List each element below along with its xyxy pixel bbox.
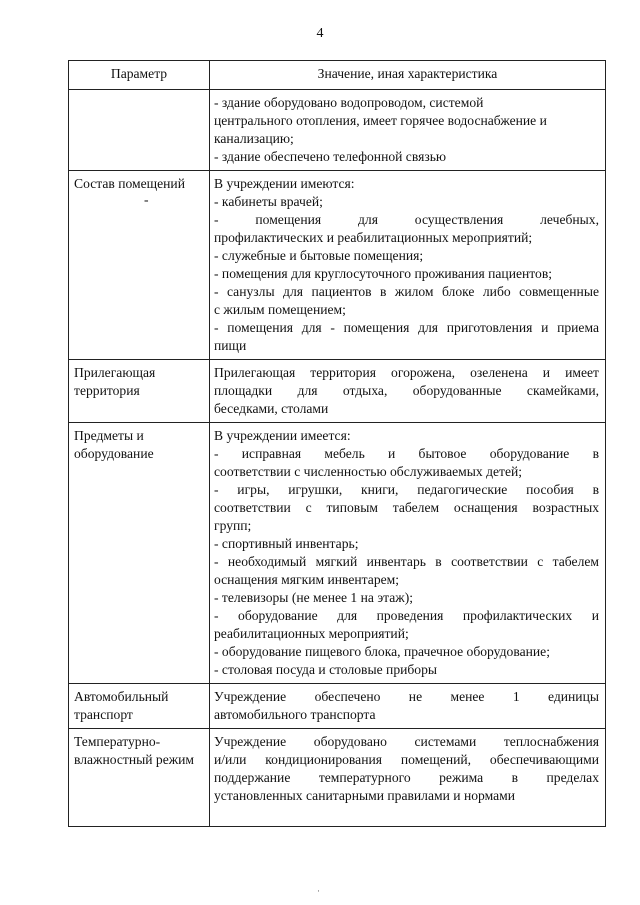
value-line: пищи (214, 338, 247, 353)
table-row (69, 423, 606, 684)
value-line: - помещения для - помещения для приготовления и приема (214, 320, 599, 335)
value-line: групп; (214, 518, 252, 533)
row-parameter-label: Состав помещений (74, 176, 185, 191)
value-line: канализацию; (214, 131, 294, 146)
value-line: - санузлы для пациентов в жилом блоке либо совмещенные (214, 284, 599, 299)
value-line: - столовая посуда и столовые приборы (214, 662, 438, 677)
value-line: - игры, игрушки, книги, педагогические пособия в (214, 482, 599, 497)
value-line: оснащения мягким инвентарем; (214, 572, 400, 587)
row-value (210, 684, 606, 729)
value-line: автомобильного транспорта (214, 707, 376, 722)
value-line: - кабинеты врачей; (214, 194, 323, 209)
value-line: реабилитационных мероприятий; (214, 626, 409, 641)
stray-mark: - (144, 192, 149, 207)
row-value (210, 360, 606, 423)
row-value (210, 423, 606, 684)
value-line: - помещения для осуществления лечебных, (214, 212, 599, 227)
value-line: - служебные и бытовые помещения; (214, 248, 424, 263)
value-line: Учреждение обеспечено не менее 1 единицы (214, 689, 599, 704)
value-line: - необходимый мягкий инвентарь в соответствии с табелем (214, 554, 599, 569)
value-line: - помещения для круглосуточного проживания пациентов; (214, 266, 553, 281)
value-line: и/или кондиционирования помещений, обеспечивающими (214, 752, 599, 767)
value-line: В учреждении имеется: (214, 428, 351, 443)
row-parameter: Температурно-влажностный режим (69, 729, 210, 827)
value-line: соответствии с типовым табелем оснащения возрастных (214, 500, 599, 515)
value-line: - здание оборудовано водопроводом, системой (214, 95, 484, 110)
row-parameter: Автомобильный транспорт (69, 684, 210, 729)
table-row (69, 729, 606, 827)
page-number: 4 (316, 26, 324, 41)
table-body (69, 90, 606, 827)
row-value (210, 90, 606, 171)
value-line: В учреждении имеются: (214, 176, 355, 191)
scan-speck: · (317, 886, 320, 896)
value-line: поддержание температурного режима в пределах (214, 770, 599, 785)
characteristics-table (68, 60, 606, 827)
table-row (69, 90, 606, 171)
value-line: площадки для отдыха, оборудованные скамейками, (214, 383, 599, 398)
value-line: - исправная мебель и бытовое оборудование в (214, 446, 599, 461)
value-line: с жилым помещением; (214, 302, 346, 317)
row-parameter (69, 171, 210, 360)
value-line: соответствии с численностью обслуживаемых детей; (214, 464, 523, 479)
row-value (210, 171, 606, 360)
table-header-row (69, 61, 606, 90)
row-parameter: Прилегающая территория (69, 360, 210, 423)
row-value (210, 729, 606, 827)
value-line: - здание обеспечено телефонной связью (214, 149, 447, 164)
value-line: установленных санитарными правилами и нормами (214, 788, 516, 803)
table-row (69, 360, 606, 423)
value-line: - оборудование для проведения профилактических и (214, 608, 599, 623)
row-parameter (69, 90, 210, 171)
value-line: Прилегающая территория огорожена, озеленена и имеет (214, 365, 599, 380)
value-line: беседками, столами (214, 401, 329, 416)
value-line: - телевизоры (не менее 1 на этаж); (214, 590, 414, 605)
table-row (69, 684, 606, 729)
value-line: - спортивный инвентарь; (214, 536, 359, 551)
value-line: профилактических и реабилитационных мероприятий; (214, 230, 533, 245)
row-parameter: Предметы и оборудование (69, 423, 210, 684)
value-line: Учреждение оборудовано системами теплоснабжения (214, 734, 599, 749)
value-line: - оборудование пищевого блока, прачечное оборудование; (214, 644, 550, 659)
table-row (69, 171, 606, 360)
header-parameter: Параметр (69, 61, 210, 90)
header-value: Значение, иная характеристика (210, 61, 606, 90)
value-line: центрального отопления, имеет горячее водоснабжение и (214, 113, 547, 128)
